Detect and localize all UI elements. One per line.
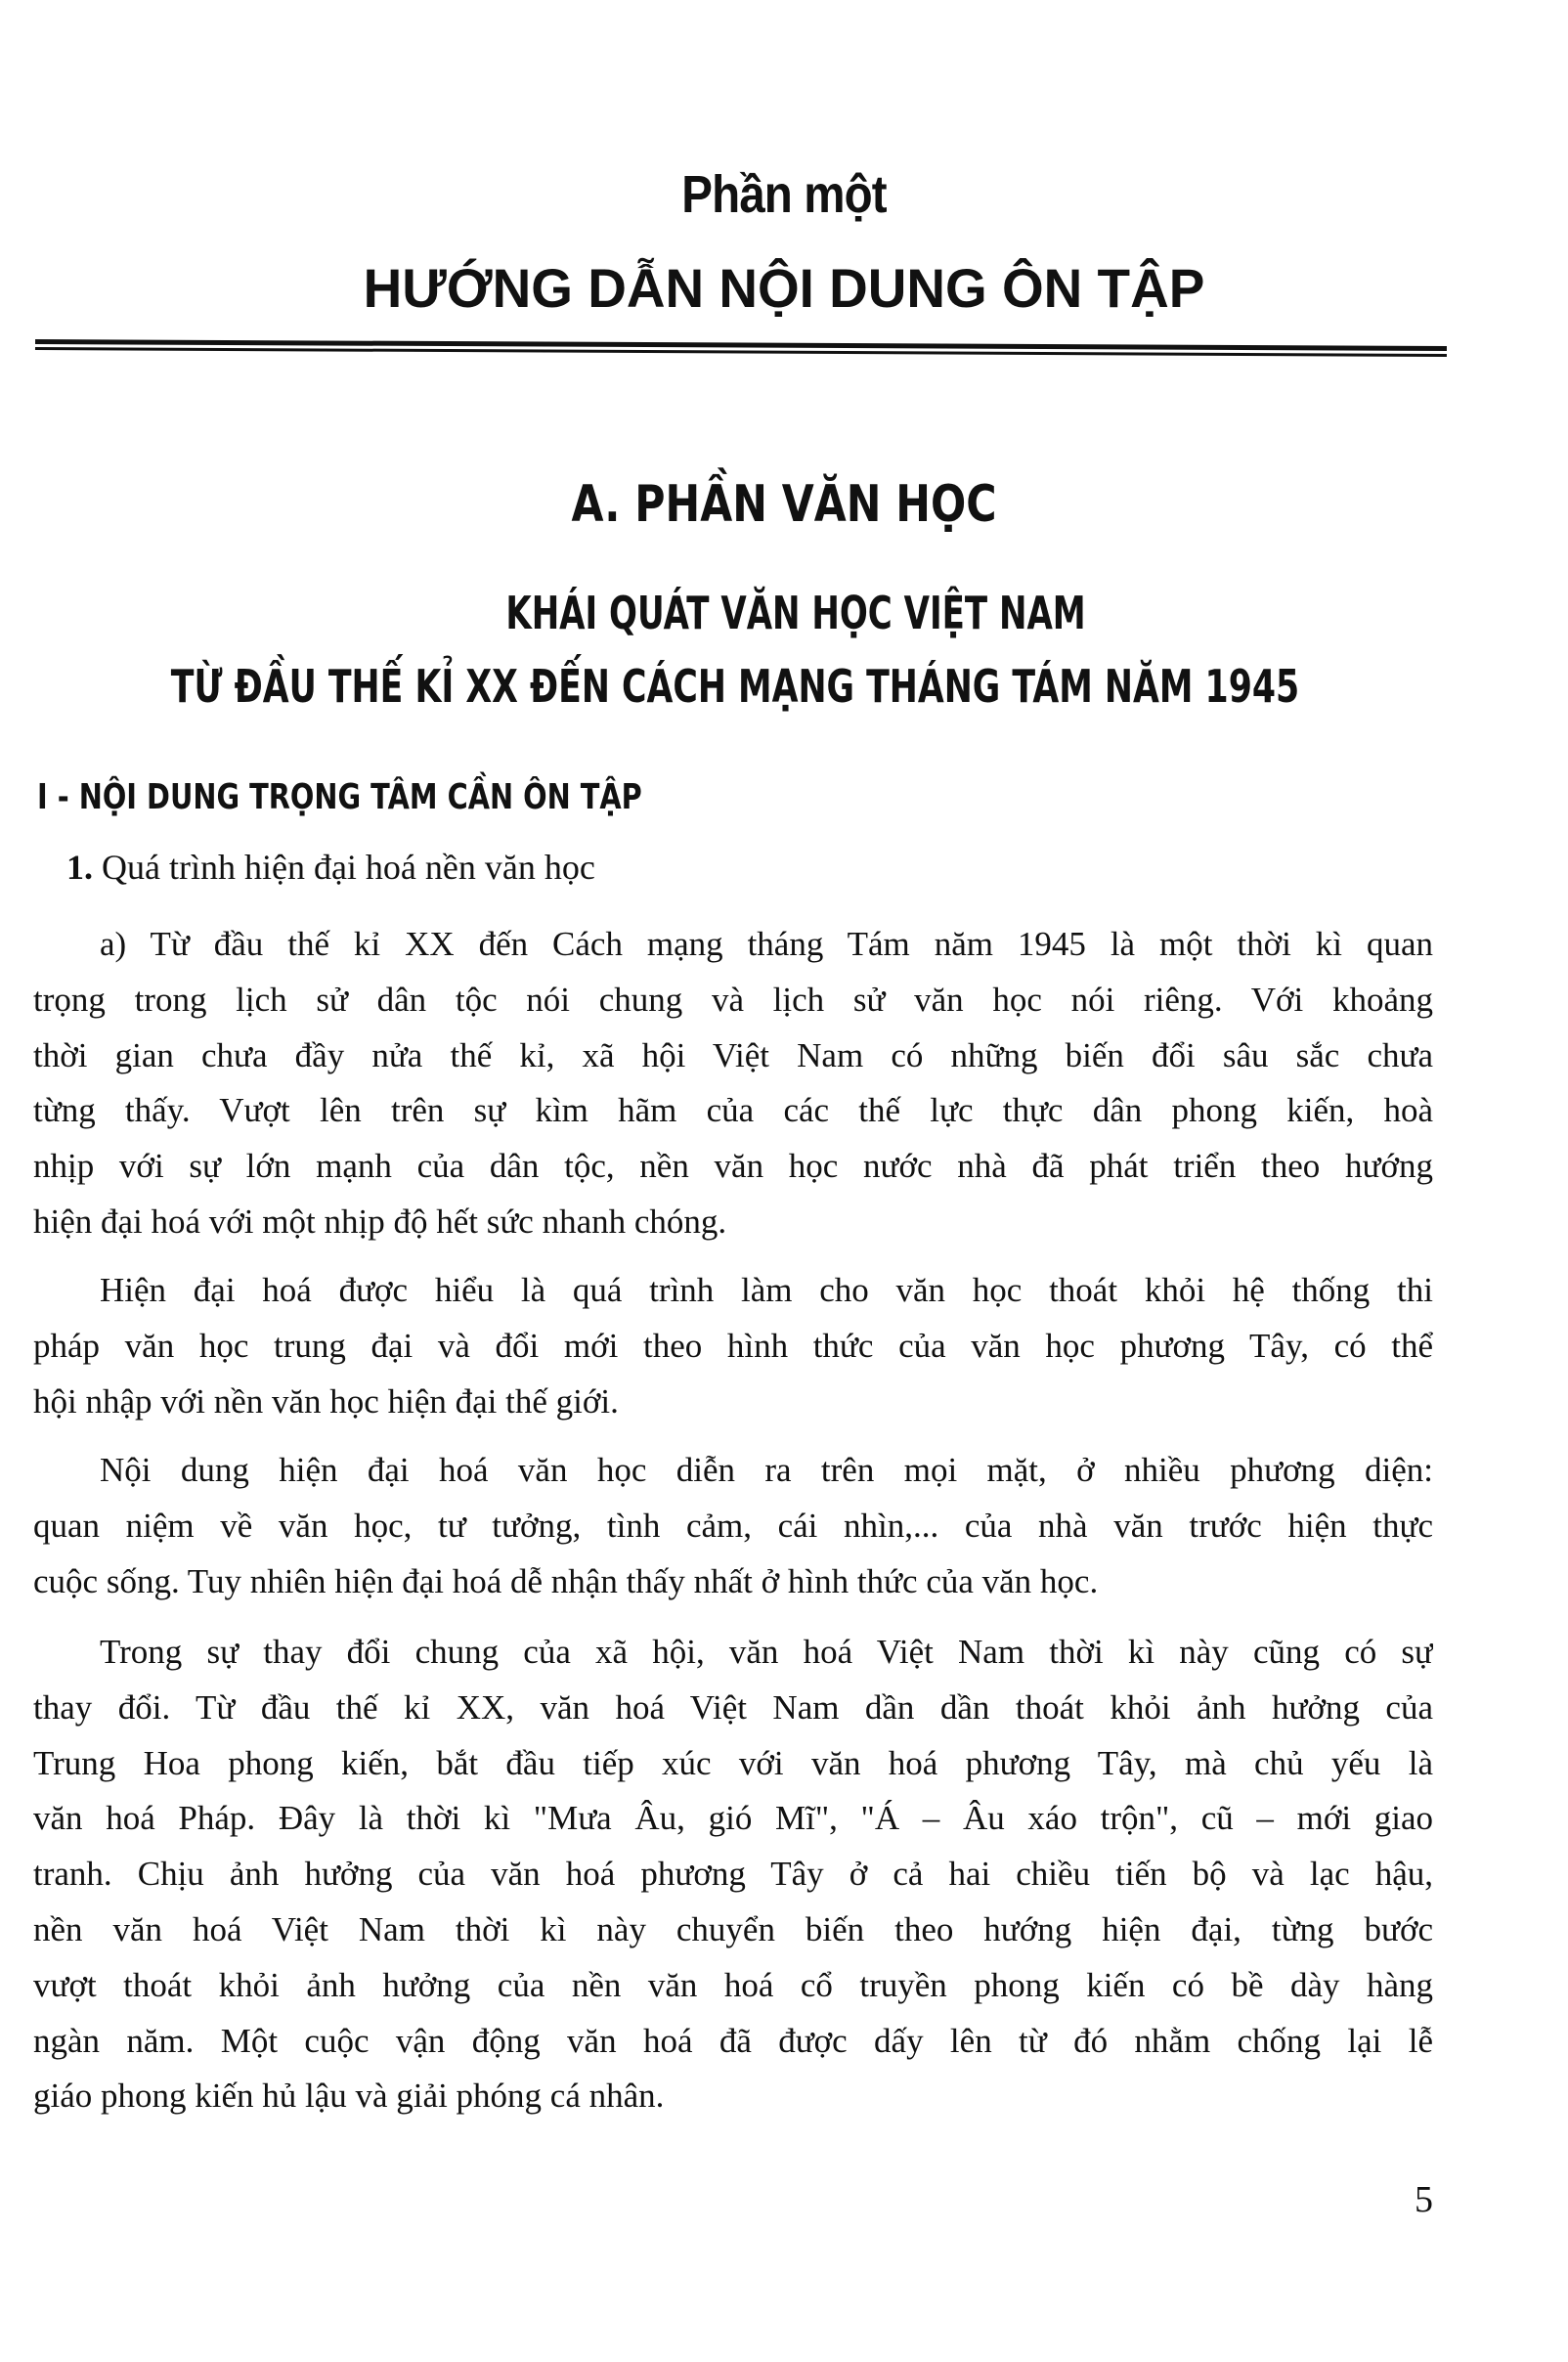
text-line: tranh. Chịu ảnh hưởng của văn hoá phương Tây ở cả hai chiều tiến bộ và lạc hậu, [33, 1855, 1433, 1894]
section-title: A. PHẦN VĂN HỌC [571, 475, 997, 534]
section-heading: I - NỘI DUNG TRỌNG TÂM CẦN ÔN TẬP [37, 777, 642, 817]
text-line: trọng trong lịch sử dân tộc nói chung và lịch sử văn học nói riêng. Với khoảng [33, 980, 1433, 1019]
text-line: hội nhập với nền văn học hiện đại thế giới. [33, 1381, 619, 1421]
text-line: a) Từ đầu thế kỉ XX đến Cách mạng tháng Tám năm 1945 là một thời kì quan [100, 925, 1433, 963]
subheading [66, 847, 595, 888]
chapter-title-line2: TỪ ĐẦU THẾ KỈ XX ĐẾN CÁCH MẠNG THÁNG TÁM NĂM 1945 [170, 660, 1300, 713]
paragraph-1 [33, 917, 1433, 1250]
text-line: quan niệm về văn học, tư tưởng, tình cảm, cái nhìn,... của nhà văn trước hiện thực [33, 1506, 1433, 1545]
text-line: ngàn năm. Một cuộc vận động văn hoá đã được dấy lên từ đó nhằm chống lại lễ [33, 2021, 1433, 2060]
text-line: vượt thoát khỏi ảnh hưởng của nền văn hoá cổ truyền phong kiến có bề dày hàng [33, 1965, 1433, 2004]
paragraph-3 [33, 1443, 1433, 1609]
text-line: Trung Hoa phong kiến, bắt đầu tiếp xúc với văn hoá phương Tây, mà chủ yếu là [33, 1743, 1433, 1782]
double-rule-divider [35, 339, 1447, 358]
part-title: HƯỚNG DẪN NỘI DUNG ÔN TẬP [363, 257, 1205, 319]
text-line: nền văn hoá Việt Nam thời kì này chuyển biến theo hướng hiện đại, từng bước [33, 1909, 1433, 1948]
paragraph-4 [33, 1625, 1433, 2124]
subheading-number: 1. [66, 848, 93, 887]
text-line: Nội dung hiện đại hoá văn học diễn ra trên mọi mặt, ở nhiều phương diện: [100, 1451, 1433, 1489]
page-number: 5 [1415, 2179, 1433, 2220]
text-line: thời gian chưa đầy nửa thế kỉ, xã hội Việt Nam có những biến đổi sâu sắc chưa [33, 1035, 1433, 1074]
text-line: Hiện đại hoá được hiểu là quá trình làm cho văn học thoát khỏi hệ thống thi [100, 1271, 1433, 1309]
chapter-title-line1: KHÁI QUÁT VĂN HỌC VIỆT NAM [505, 587, 1086, 639]
text-line: hiện đại hoá với một nhịp độ hết sức nhanh chóng. [33, 1202, 727, 1241]
text-line: nhịp với sự lớn mạnh của dân tộc, nền văn học nước nhà đã phát triển theo hướng [33, 1147, 1433, 1186]
subheading-text: Quá trình hiện đại hoá nền văn học [102, 848, 595, 887]
text-line: giáo phong kiến hủ lậu và giải phóng cá nhân. [33, 2077, 665, 2116]
text-line: cuộc sống. Tuy nhiên hiện đại hoá dễ nhận thấy nhất ở hình thức của văn học. [33, 1561, 1099, 1600]
text-line: pháp văn học trung đại và đổi mới theo hình thức của văn học phương Tây, có thể [33, 1326, 1433, 1365]
text-line: từng thấy. Vượt lên trên sự kìm hãm của các thế lực thực dân phong kiến, hoà [33, 1091, 1433, 1130]
text-line: thay đổi. Từ đầu thế kỉ XX, văn hoá Việt Nam dần dần thoát khỏi ảnh hưởng của [33, 1687, 1433, 1727]
text-line: Trong sự thay đổi chung của xã hội, văn hoá Việt Nam thời kì này cũng có sự [100, 1633, 1433, 1671]
text-line: văn hoá Pháp. Đây là thời kì "Mưa Âu, gió Mĩ", "Á – Âu xáo trộn", cũ – mới giao [33, 1799, 1433, 1838]
part-label: Phần một [681, 165, 887, 224]
paragraph-2 [33, 1263, 1433, 1429]
